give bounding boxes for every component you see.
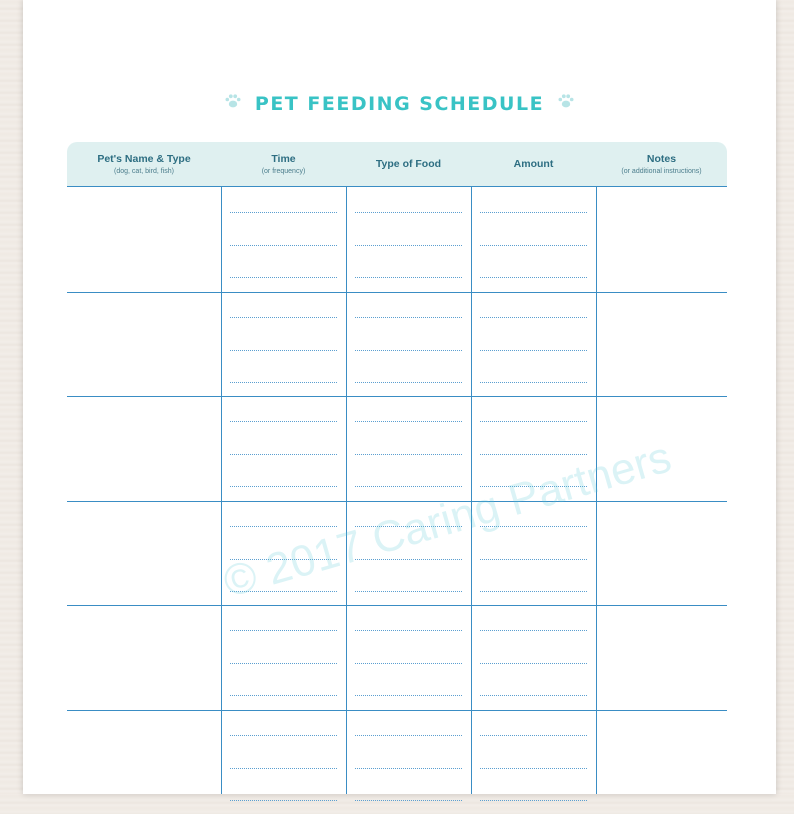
dotted-writing-line [230,421,337,422]
title-row [23,92,776,115]
dotted-writing-line [230,212,337,213]
column-header-food [346,142,471,186]
schedule-cell[interactable] [346,187,471,292]
dotted-writing-line [480,454,587,455]
table-header [67,142,727,187]
schedule-cell[interactable] [596,187,727,292]
column-header-pet [67,142,221,186]
dotted-writing-line [355,526,462,527]
dotted-writing-line [480,277,587,278]
dotted-writing-line [355,421,462,422]
dotted-writing-line [355,695,462,696]
dotted-writing-line [230,735,337,736]
dotted-writing-line [230,277,337,278]
dotted-writing-line [230,630,337,631]
dotted-writing-line [230,454,337,455]
dotted-writing-line [480,591,587,592]
dotted-writing-line [480,800,587,801]
dotted-writing-line [230,591,337,592]
column-header-sub: (dog, cat, bird, fish) [114,168,174,175]
dotted-writing-line [230,245,337,246]
schedule-cell[interactable] [346,710,471,814]
dotted-writing-line [480,212,587,213]
dotted-writing-line [230,350,337,351]
schedule-cell[interactable] [67,292,221,397]
schedule-cell[interactable] [346,292,471,397]
schedule-cell[interactable] [471,292,596,397]
column-header-label: Pet's Name & Type [97,153,190,165]
dotted-writing-line [480,768,587,769]
dotted-writing-line [355,212,462,213]
dotted-writing-line [230,695,337,696]
column-header-amount [471,142,596,186]
column-header-notes [596,142,727,186]
dotted-writing-line [230,768,337,769]
schedule-cell[interactable] [221,292,346,397]
schedule-cell[interactable] [221,396,346,501]
dotted-writing-line [355,768,462,769]
dotted-writing-line [230,800,337,801]
schedule-page [23,0,776,794]
schedule-cell[interactable] [596,501,727,606]
column-header-label: Amount [514,158,554,170]
column-header-sub: (or frequency) [262,168,306,175]
schedule-cell[interactable] [67,501,221,606]
dotted-writing-line [230,559,337,560]
dotted-writing-line [480,663,587,664]
schedule-cell[interactable] [221,605,346,710]
dotted-writing-line [230,663,337,664]
dotted-writing-line [230,526,337,527]
dotted-writing-line [355,559,462,560]
schedule-cell[interactable] [471,396,596,501]
dotted-writing-line [355,735,462,736]
schedule-cell[interactable] [67,605,221,710]
schedule-cell[interactable] [471,710,596,814]
dotted-writing-line [355,630,462,631]
page-title: PET FEEDING SCHEDULE [255,93,544,115]
schedule-cell[interactable] [471,605,596,710]
schedule-cell[interactable] [346,605,471,710]
dotted-writing-line [355,663,462,664]
schedule-cell[interactable] [346,501,471,606]
dotted-writing-line [355,317,462,318]
column-header-label: Notes [647,153,676,165]
schedule-cell[interactable] [67,710,221,814]
dotted-writing-line [230,486,337,487]
schedule-cell[interactable] [67,187,221,292]
paw-icon [557,92,575,115]
dotted-writing-line [480,695,587,696]
schedule-cell[interactable] [221,187,346,292]
dotted-writing-line [355,800,462,801]
dotted-writing-line [480,486,587,487]
column-header-sub: (or additional instructions) [621,168,701,175]
schedule-cell[interactable] [471,501,596,606]
dotted-writing-line [355,350,462,351]
dotted-writing-line [355,454,462,455]
dotted-writing-line [230,382,337,383]
watermark-text: © 2017 Caring Partners [218,432,677,608]
column-header-label: Time [271,153,295,165]
dotted-writing-line [480,350,587,351]
column-header-label: Type of Food [376,158,441,170]
schedule-cell[interactable] [596,396,727,501]
dotted-writing-line [480,245,587,246]
dotted-writing-line [480,630,587,631]
dotted-writing-line [355,382,462,383]
column-header-time [221,142,346,186]
dotted-writing-line [480,382,587,383]
dotted-writing-line [355,591,462,592]
dotted-writing-line [480,559,587,560]
schedule-grid [67,187,727,794]
paw-icon [224,92,242,115]
dotted-writing-line [355,245,462,246]
dotted-writing-line [355,486,462,487]
dotted-writing-line [355,277,462,278]
schedule-cell[interactable] [221,501,346,606]
schedule-cell[interactable] [346,396,471,501]
dotted-writing-line [480,526,587,527]
dotted-writing-line [480,735,587,736]
schedule-cell[interactable] [67,396,221,501]
dotted-writing-line [230,317,337,318]
schedule-cell[interactable] [596,292,727,397]
schedule-cell[interactable] [596,710,727,814]
schedule-cell[interactable] [596,605,727,710]
schedule-cell[interactable] [471,187,596,292]
schedule-cell[interactable] [221,710,346,814]
dotted-writing-line [480,421,587,422]
dotted-writing-line [480,317,587,318]
